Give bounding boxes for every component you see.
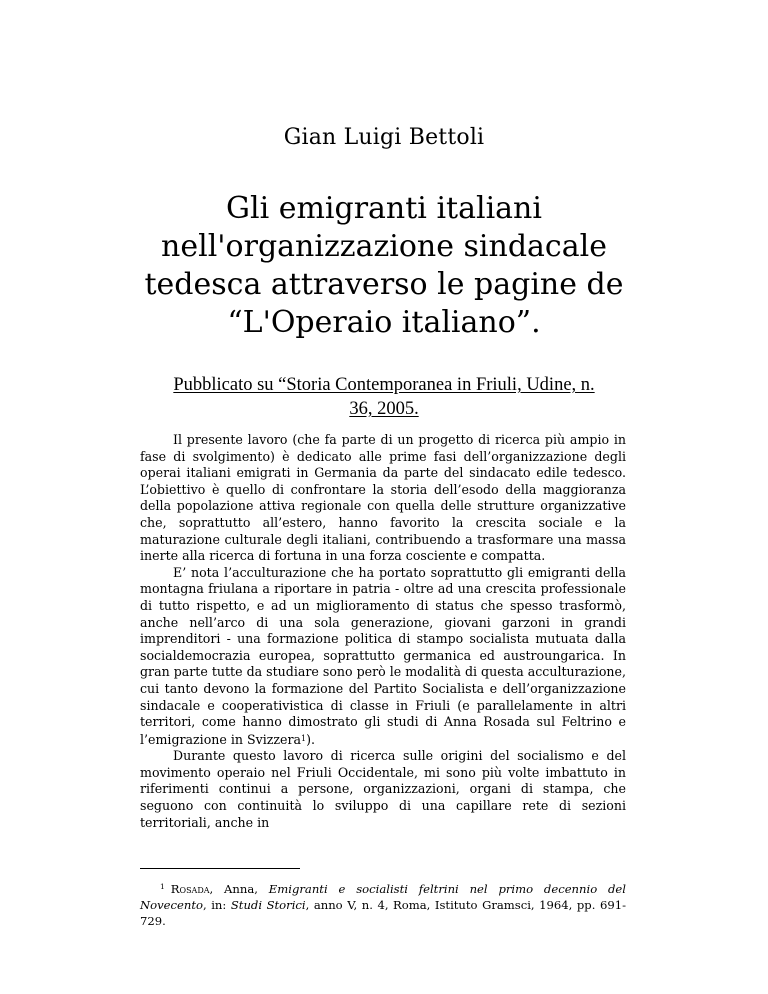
footnote-number: 1: [160, 882, 165, 891]
paragraph-2: [140, 565, 626, 749]
footnote-details: , anno V, n. 4, Roma, Istituto Gramsci, 1964, pp. 691-729.: [140, 898, 626, 928]
publication-line: Pubblicato su “Storia Contemporanea in Friuli, Udine, n.: [173, 375, 595, 395]
document-title: [110, 190, 658, 342]
publication-line: 36, 2005.: [349, 399, 419, 419]
footnote-sep: , Anna,: [209, 882, 269, 896]
title-line: Gli emigranti italiani: [226, 191, 542, 226]
publication-note: [140, 373, 628, 421]
title-line: tedesca attraverso le pagine de: [144, 267, 624, 302]
footnote-journal: Studi Storici: [230, 898, 306, 912]
title-line: “L'Operaio italiano”.: [227, 305, 541, 340]
footnote: [140, 879, 626, 929]
body-text: [140, 432, 626, 831]
footnote-author: Rosada: [170, 882, 210, 896]
footnote-sep: , in:: [203, 898, 231, 912]
footnote-separator: [140, 868, 300, 869]
paragraph-2-text: E’ nota l’acculturazione che ha portato soprattutto gli emigranti della montagna friulana a riportare in patria - oltre ad una crescita professionale di tutto rispetto, e ad un miglioramento di status che spesso trasformò, anche nell’arco di una sola generazione, giovani garzoni in grandi imprenditori - una formazione politica di stampo socialista mutuata dalla socialdemocrazia europea, soprattutto germanica ed austroungarica. In gran parte tutte da studiare sono però le modalità di questa acculturazione, cui tanto devono la formazione del Partito Socialista e dell’organizzazione sindacale e cooperativistica di classe in Friuli (e parallelamente in altri territori, come hanno dimostrato gli studi di Anna Rosada sul Feltrino e l’emigrazione in Svizzera: [140, 564, 626, 747]
author-name: Gian Luigi Bettoli: [283, 125, 485, 150]
title-line: nell'organizzazione sindacale: [161, 229, 607, 264]
footnote-reference[interactable]: 1: [301, 733, 307, 743]
paragraph-1: Il presente lavoro (che fa parte di un progetto di ricerca più ampio in fase di svolgimento) è dedicato alle prime fasi dell’organizzazione degli operai italiani emigrati in Germania da parte del sindacato edile tedesco. L’obiettivo è quello di confrontare la storia dell’esodo della maggioranza della popolazione attiva regionale con quella delle strutture organizzative che, soprattutto all’estero, hanno favorito la crescita sociale e la maturazione culturale degli italiani, contribuendo a trasformare una massa inerte alla ricerca di fortuna in una forza cosciente e compatta.: [140, 432, 626, 564]
footnote-work-title: Emigranti e socialisti feltrini nel primo decennio del Novecento: [140, 882, 627, 912]
paragraph-2-end: ).: [306, 731, 316, 747]
paragraph-3: Durante questo lavoro di ricerca sulle origini del socialismo e del movimento operaio nel Friuli Occidentale, mi sono più volte imbattuto in riferimenti continui a persone, organizzazioni, organi di stampa, che seguono con continuità lo sviluppo di una capillare rete di sezioni territoriali, anche in: [140, 748, 626, 830]
